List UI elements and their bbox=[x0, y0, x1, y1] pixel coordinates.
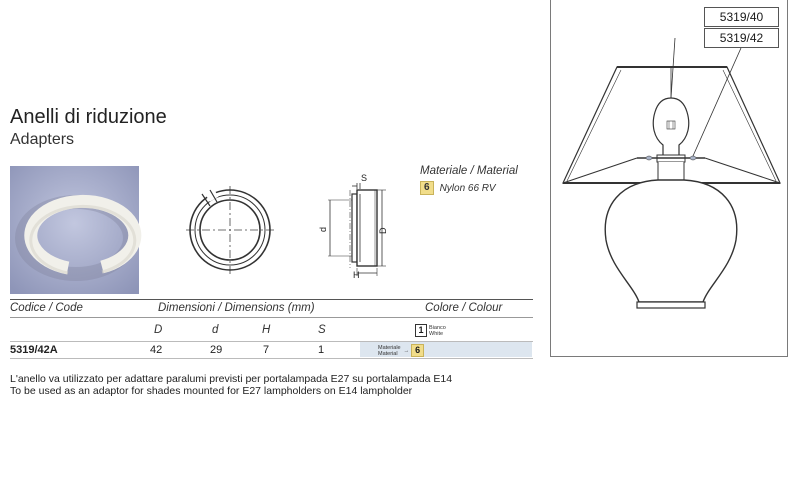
page-title: Anelli di riduzione bbox=[10, 106, 167, 128]
row-S: 1 bbox=[318, 344, 325, 356]
lamp-diagram-panel bbox=[550, 0, 788, 357]
note-english: To be used as an adaptor for shades mounted for E27 lampholders on E14 lampholder bbox=[10, 385, 413, 397]
part-code-bottom: 5319/42 bbox=[704, 28, 779, 48]
row-bottom-rule bbox=[10, 358, 533, 359]
column-H: H bbox=[262, 324, 271, 336]
column-d: d bbox=[212, 324, 219, 336]
ring-front-view-drawing bbox=[180, 180, 280, 280]
colour-label-en: White bbox=[429, 330, 444, 337]
part-code-top: 5319/40 bbox=[704, 7, 779, 27]
row-code: 5319/42A bbox=[10, 344, 58, 356]
arrow-right-icon: → bbox=[403, 347, 410, 354]
dimension-label-d-small: d bbox=[318, 226, 328, 232]
material-code-badge: 6 bbox=[420, 181, 434, 195]
dimensions-column-header: Dimensioni / Dimensions (mm) bbox=[158, 302, 315, 314]
row-material-badge: 6 bbox=[411, 344, 424, 357]
row-material-labels bbox=[378, 345, 401, 357]
row-material-label-it: Materiale bbox=[378, 344, 401, 351]
page-subtitle: Adapters bbox=[10, 131, 75, 148]
lamp-diagram bbox=[551, 0, 789, 357]
table-header-rule bbox=[10, 317, 533, 318]
ring-side-view-drawing bbox=[320, 172, 388, 280]
row-top-rule bbox=[10, 341, 533, 342]
row-d: 29 bbox=[210, 344, 223, 356]
colour-code-box: 1 bbox=[415, 324, 427, 337]
table-top-rule bbox=[10, 299, 533, 300]
row-D: 42 bbox=[150, 344, 163, 356]
row-H: 7 bbox=[263, 344, 270, 356]
column-S: S bbox=[318, 324, 326, 336]
colour-labels bbox=[429, 325, 446, 337]
row-material bbox=[378, 344, 430, 357]
colour-column-header: Colore / Colour bbox=[425, 302, 503, 314]
colour-label-it: Bianco bbox=[429, 324, 446, 331]
adapter-ring-photo bbox=[10, 166, 139, 294]
code-column-header: Codice / Code bbox=[10, 302, 83, 314]
material-row bbox=[420, 181, 496, 195]
dimension-label-d-large: D bbox=[378, 227, 388, 234]
row-material-label-en: Material bbox=[378, 350, 398, 357]
colour-legend bbox=[415, 324, 446, 337]
column-D: D bbox=[154, 324, 163, 336]
dimension-label-h: H bbox=[353, 270, 360, 280]
dimension-label-s: S bbox=[361, 173, 368, 183]
material-name: Nylon 66 RV bbox=[439, 182, 496, 194]
note-italian: L'anello va utilizzato per adattare paralumi previsti per portalampada E27 su portalampada E14 bbox=[10, 373, 453, 385]
product-photo bbox=[10, 166, 139, 294]
material-heading: Materiale / Material bbox=[420, 165, 518, 177]
